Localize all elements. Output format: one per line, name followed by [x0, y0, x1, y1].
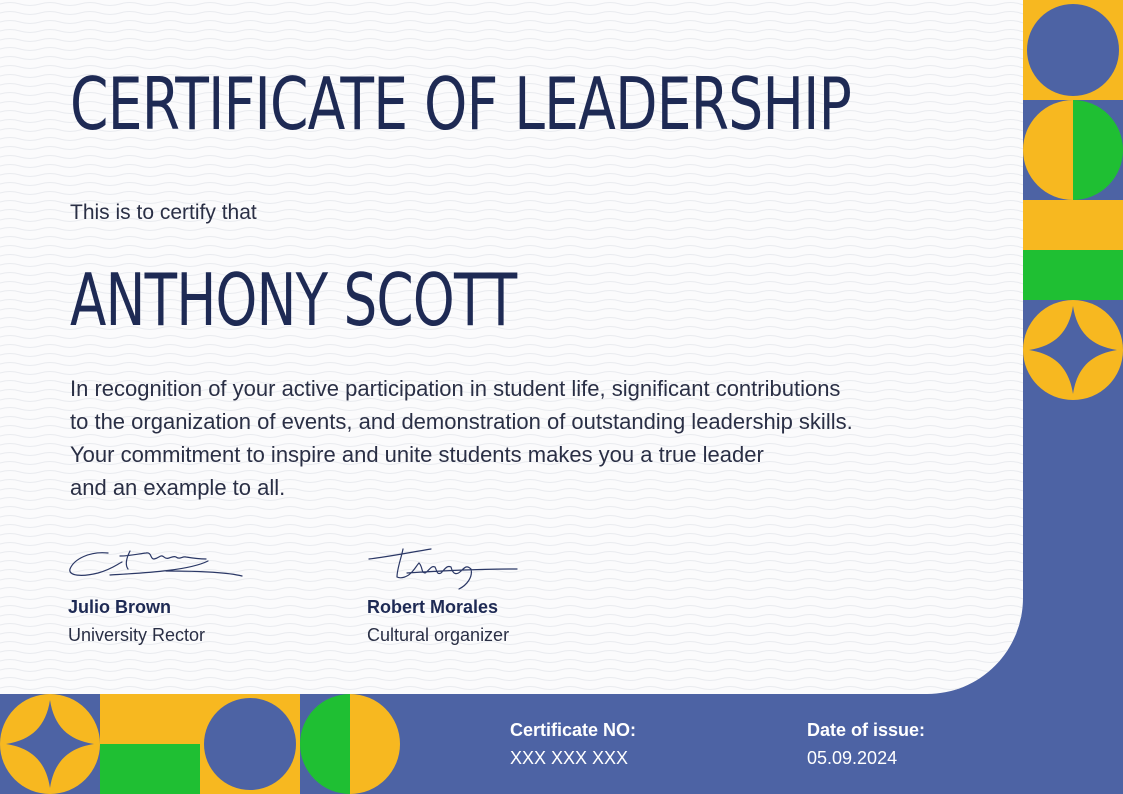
signature-block-rector [68, 545, 248, 645]
wave-line [0, 237, 1023, 240]
wave-line [0, 183, 1023, 186]
certificate-title: CERTIFICATE OF LEADERSHIP [70, 62, 852, 146]
split-circle-shape [1023, 100, 1123, 200]
wave-line [0, 354, 1023, 357]
wave-line [0, 651, 1023, 654]
blue-tile [1023, 100, 1123, 200]
yellow-bar-shape [1023, 200, 1123, 250]
blue-circle-shape [204, 698, 296, 790]
wave-line [0, 228, 1023, 231]
wave-line [0, 30, 1023, 33]
signatory-role: University Rector [68, 625, 206, 645]
handwritten-signature-rector [68, 545, 248, 585]
signatory-name: Robert Morales [367, 597, 499, 617]
certificate-number-value: XXX XXX XXX [510, 748, 629, 768]
wave-line [0, 363, 1023, 366]
star-circle-shape [0, 694, 100, 794]
recipient-name: ANTHONY SCOTT [70, 258, 517, 342]
wave-line [0, 21, 1023, 24]
split-circle-shape [300, 694, 400, 794]
signatory-role: Cultural organizer [367, 625, 510, 645]
wave-line [0, 660, 1023, 663]
blue-circle-shape [1027, 4, 1119, 96]
green-bar-shape [100, 744, 200, 794]
signatory-name: Julio Brown [68, 597, 171, 617]
recognition-line: and an example to all. [70, 475, 286, 500]
wave-line [0, 687, 1023, 690]
signature-block-organizer [367, 545, 527, 645]
wave-line [0, 156, 1023, 159]
wave-line [0, 165, 1023, 168]
recognition-text [70, 372, 980, 504]
wave-line [0, 246, 1023, 249]
wave-line [0, 516, 1023, 519]
certify-intro-text: This is to certify that [70, 201, 257, 224]
wave-line [0, 507, 1023, 510]
green-bar-shape [1023, 250, 1123, 300]
yellow-bar-shape [100, 694, 200, 744]
wave-line [0, 3, 1023, 6]
issue-date-label: Date of issue: [807, 720, 926, 740]
certificate-number-label: Certificate NO: [510, 720, 637, 740]
wave-line [0, 669, 1023, 672]
handwritten-signature-organizer [367, 545, 527, 593]
recognition-line: Your commitment to inspire and unite students makes you a true leader [70, 442, 764, 467]
wave-line [0, 48, 1023, 51]
star-circle-shape [1023, 300, 1123, 400]
recognition-line: In recognition of your active participation in student life, significant contributions [70, 376, 841, 401]
wave-line [0, 192, 1023, 195]
recognition-line: to the organization of events, and demonstration of outstanding leadership skills. [70, 409, 853, 434]
wave-line [0, 678, 1023, 681]
wave-line [0, 525, 1023, 528]
wave-line [0, 39, 1023, 42]
issue-date-value: 05.09.2024 [807, 748, 898, 768]
wave-line [0, 174, 1023, 177]
wave-line [0, 534, 1023, 537]
yellow-tile [1023, 0, 1123, 100]
yellow-tile [200, 694, 300, 794]
wave-line [0, 12, 1023, 15]
